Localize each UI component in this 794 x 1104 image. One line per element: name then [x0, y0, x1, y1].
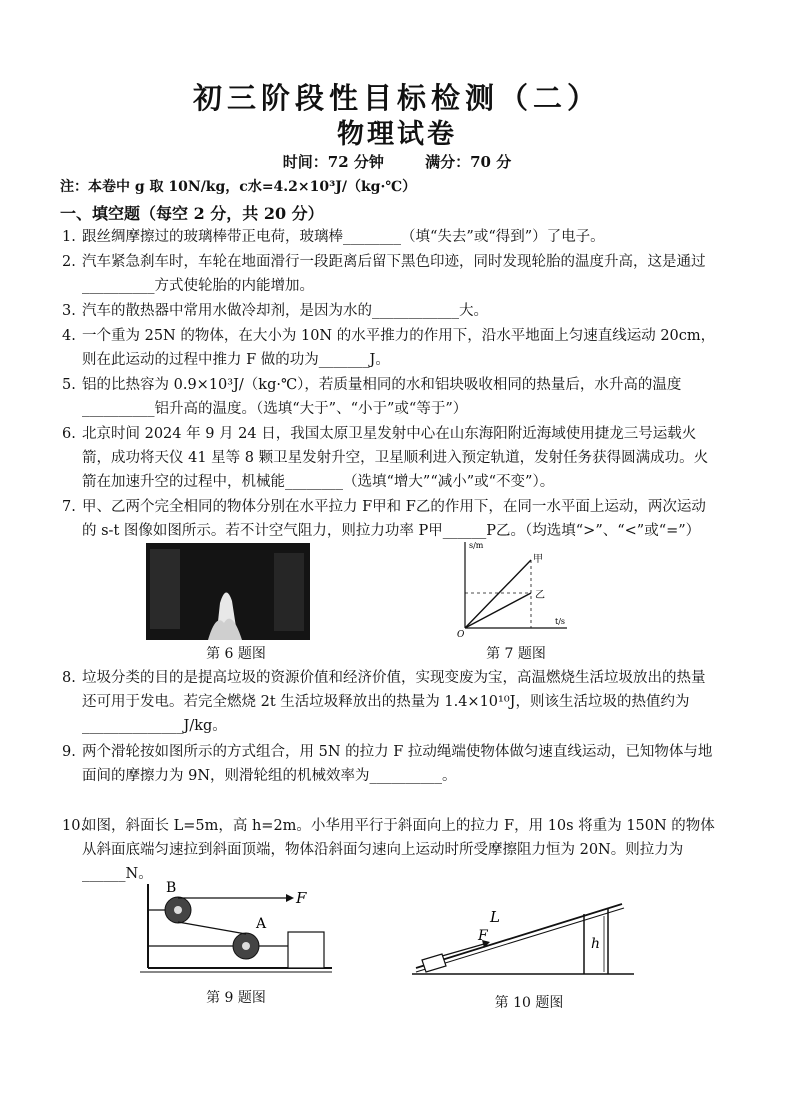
label-a: A — [256, 916, 267, 932]
question-number: 7. — [62, 499, 76, 515]
question-number: 3. — [62, 303, 76, 319]
question-text: 两个滑轮按如图所示的方式组合，用 5N 的拉力 F 拉动绳端使物体做匀速直线运动，已知物体与地面间的摩擦力为 9N，则滑轮组的机械效率为__________。 — [82, 744, 713, 784]
t-axis-label: t/s — [555, 617, 566, 626]
rocket-launch-photo — [146, 543, 310, 640]
line-yi — [465, 593, 531, 628]
question-number: 1. — [62, 229, 76, 245]
question-text: 汽车的散热器中常用水做冷却剂，是因为水的____________大。 — [82, 303, 488, 319]
fig6-caption: 第 6 题图 — [206, 646, 266, 662]
section-title: 一、填空题（每空 2 分，共 20 分） — [60, 204, 324, 223]
rope-mid — [178, 922, 246, 934]
question-number: 10. — [62, 818, 86, 834]
fig9-caption: 第 9 题图 — [206, 990, 266, 1006]
block — [288, 932, 324, 968]
question-10 — [62, 814, 715, 882]
pulley-b-axle — [174, 906, 182, 914]
label-f: F — [478, 928, 488, 944]
exam-time: 时间：72 分钟 — [282, 153, 384, 171]
rocket-photo-image — [146, 543, 310, 640]
fig10-caption: 第 10 题图 — [494, 995, 564, 1011]
incline-diagram — [408, 886, 636, 986]
question-text: 跟丝绸摩擦过的玻璃棒带正电荷，玻璃棒________（填“失去”或“得到”）了电子。 — [82, 229, 605, 245]
question-number: 8. — [62, 670, 76, 686]
label-l: L — [490, 908, 500, 926]
question-text: 一个重为 25N 的物体，在大小为 10N 的水平推力的作用下，沿水平地面上匀速直线运动 20cm，则在此运动的过程中推力 F 做的功为_______J。 — [82, 328, 716, 368]
line-jia-label: 甲 — [533, 554, 543, 565]
exam-note: 注：本卷中 g 取 10N/kg，c水=4.2×10³J/（kg·℃） — [60, 179, 417, 195]
question-number: 5. — [62, 377, 76, 393]
question-1 — [62, 225, 712, 249]
question-text: 如图，斜面长 L=5m，高 h=2m。小华用平行于斜面向上的拉力 F，用 10s 将重为 150N 的物体从斜面底端匀速拉到斜面顶端，物体沿斜面匀速向上运动时所受摩擦阻力恒为 20N。则拉力为______N。 — [82, 818, 715, 882]
pulley-diagram — [136, 876, 336, 980]
exam-subtitle: 物理试卷 — [337, 119, 457, 150]
question-text: 垃圾分类的目的是提高垃圾的资源价值和经济价值，实现变废为宝，高温燃烧生活垃圾放出的热量还可用于发电。若完全燃烧 2t 生活垃圾释放出的热量为 1.4×10¹⁰J，则该生活垃圾的热值约为______________J/kg。 — [82, 670, 706, 734]
origin-label: O — [457, 630, 465, 638]
question-text: 北京时间 2024 年 9 月 24 日，我国太原卫星发射中心在山东海阳附近海域使用捷龙三号运载火箭，成功将天仪 41 星等 8 颗卫星发射升空，卫星顺利进入预定轨道，发射任务获得圆满成功。火箭在加速升空的过程中，机械能________（选填“增大”“减小”或“不变”）。 — [82, 426, 709, 490]
question-2 — [62, 250, 712, 294]
pulley-a-axle — [242, 942, 250, 950]
question-text: 铝的比热容为 0.9×10³J/（kg·℃），若质量相同的水和铝块吸收相同的热量后，水升高的温度__________铝升高的温度。（选填“大于”、“小于”或“等于”） — [82, 377, 682, 417]
exam-score: 满分：70 分 — [425, 153, 512, 171]
exam-title: 初三阶段性目标检测（二） — [192, 81, 601, 115]
question-9 — [62, 740, 713, 784]
question-5 — [62, 373, 712, 417]
question-6 — [62, 422, 712, 490]
question-number: 2. — [62, 254, 76, 270]
block — [422, 954, 446, 972]
label-f: F — [296, 889, 307, 907]
line-jia — [465, 560, 531, 628]
question-number: 4. — [62, 328, 76, 344]
label-h: h — [591, 936, 601, 952]
st-graph — [455, 538, 575, 638]
fig7-caption: 第 7 题图 — [486, 646, 546, 662]
label-b: B — [166, 880, 177, 896]
question-text: 甲、乙两个完全相同的物体分别在水平拉力 F甲和 F乙的作用下，在同一水平面上运动，两次运动的 s-t 图像如图所示。若不计空气阻力，则拉力功率 P甲______P乙。（均选填“>”、“<”或“=”） — [82, 499, 706, 539]
question-text: 汽车紧急刹车时，车轮在地面滑行一段距离后留下黑色印迹，同时发现轮胎的温度升高，这是通过__________方式使轮胎的内能增加。 — [82, 254, 706, 294]
s-axis-label: s/m — [469, 541, 484, 550]
question-number: 6. — [62, 426, 76, 442]
question-7 — [62, 495, 712, 539]
question-number: 9. — [62, 744, 76, 760]
exam-meta — [0, 151, 794, 172]
question-3 — [62, 299, 712, 323]
question-4 — [62, 324, 716, 368]
line-yi-label: 乙 — [535, 590, 545, 601]
question-8 — [62, 666, 712, 734]
force-arrow — [286, 894, 294, 902]
